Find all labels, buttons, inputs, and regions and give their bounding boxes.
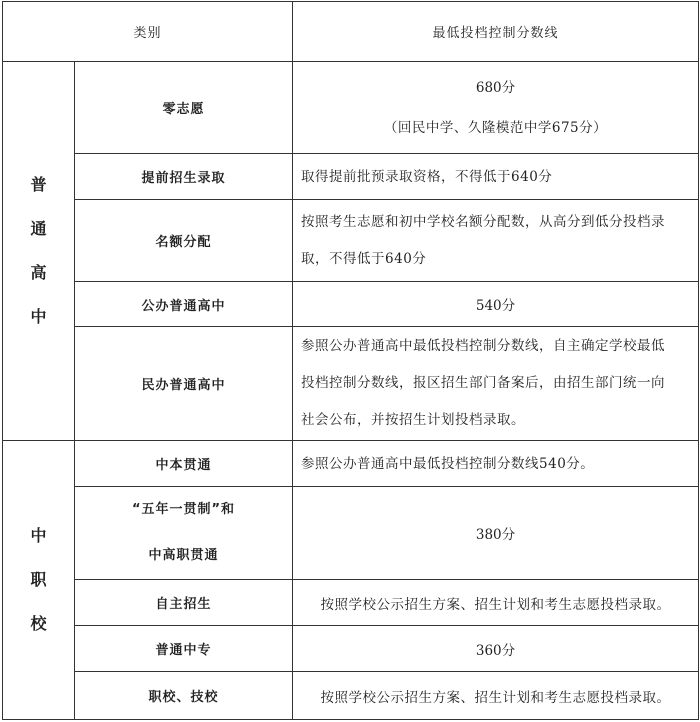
private-line: 投档控制分数线，报区招生部门备案后，由招生部门统一向 (301, 375, 666, 391)
row-label-public-high-school: 公办普通高中 (75, 282, 293, 327)
zero-score: 680分 (475, 79, 516, 96)
table-row (3, 580, 699, 626)
five-year-label-line: 中高职贯通 (148, 548, 219, 563)
table-row (3, 672, 699, 720)
group-char: 中 (30, 307, 47, 326)
table-row (3, 487, 699, 580)
group-char: 普 (30, 175, 47, 194)
group-vocational-school (3, 441, 75, 720)
row-value-technical-school: 按照学校公示招生方案、招生计划和考生志愿投档录取。 (293, 672, 699, 720)
row-label-early-admission: 提前招生录取 (75, 154, 293, 200)
group-general-high-school (3, 62, 75, 441)
zero-note: （回民中学、久隆模范中学675分） (383, 119, 608, 136)
admission-score-table (2, 1, 699, 720)
row-label-self-enrollment: 自主招生 (75, 580, 293, 626)
row-value-five-year: 380分 (293, 487, 699, 580)
quota-line: 取，不得低于640分 (301, 250, 427, 267)
row-label-zhongben: 中本贯通 (75, 441, 293, 487)
row-label-private-high-school: 民办普通高中 (75, 327, 293, 441)
private-line: 参照公办普通高中最低投档控制分数线，自主确定学校最低 (301, 338, 666, 354)
row-value-zero-preference (293, 62, 699, 154)
row-label-quota: 名额分配 (75, 200, 293, 282)
row-value-quota (293, 200, 699, 282)
table-row (3, 441, 699, 487)
table-row (3, 154, 699, 200)
table-row (3, 62, 699, 154)
row-value-zhongben: 参照公办普通高中最低投档控制分数线540分。 (293, 441, 699, 487)
row-label-secondary-vocational: 普通中专 (75, 626, 293, 672)
row-value-public-high-school: 540分 (293, 282, 699, 327)
group-char: 职 (30, 570, 47, 589)
group-char: 通 (30, 219, 47, 238)
table-header-row (3, 2, 699, 62)
row-label-technical-school: 职校、技校 (75, 672, 293, 720)
row-label-five-year (75, 487, 293, 580)
row-value-self-enrollment: 按照学校公示招生方案、招生计划和考生志愿投档录取。 (293, 580, 699, 626)
header-score: 最低投档控制分数线 (293, 2, 699, 62)
private-line: 社会公布，并按招生计划投档录取。 (301, 412, 526, 428)
group-char: 高 (30, 263, 47, 282)
table-row (3, 327, 699, 441)
group-char: 校 (30, 614, 47, 633)
table-row (3, 282, 699, 327)
row-value-early-admission: 取得提前批预录取资格，不得低于640分 (293, 154, 699, 200)
table-row (3, 200, 699, 282)
five-year-label-line: “五年一贯制”和 (131, 502, 236, 517)
group-char: 中 (30, 526, 47, 545)
quota-line: 按照考生志愿和初中学校名额分配数，从高分到低分投档录 (301, 213, 666, 230)
row-value-private-high-school (293, 327, 699, 441)
row-value-secondary-vocational: 360分 (293, 626, 699, 672)
table-row (3, 626, 699, 672)
row-label-zero-preference: 零志愿 (75, 62, 293, 154)
header-category: 类别 (3, 2, 293, 62)
